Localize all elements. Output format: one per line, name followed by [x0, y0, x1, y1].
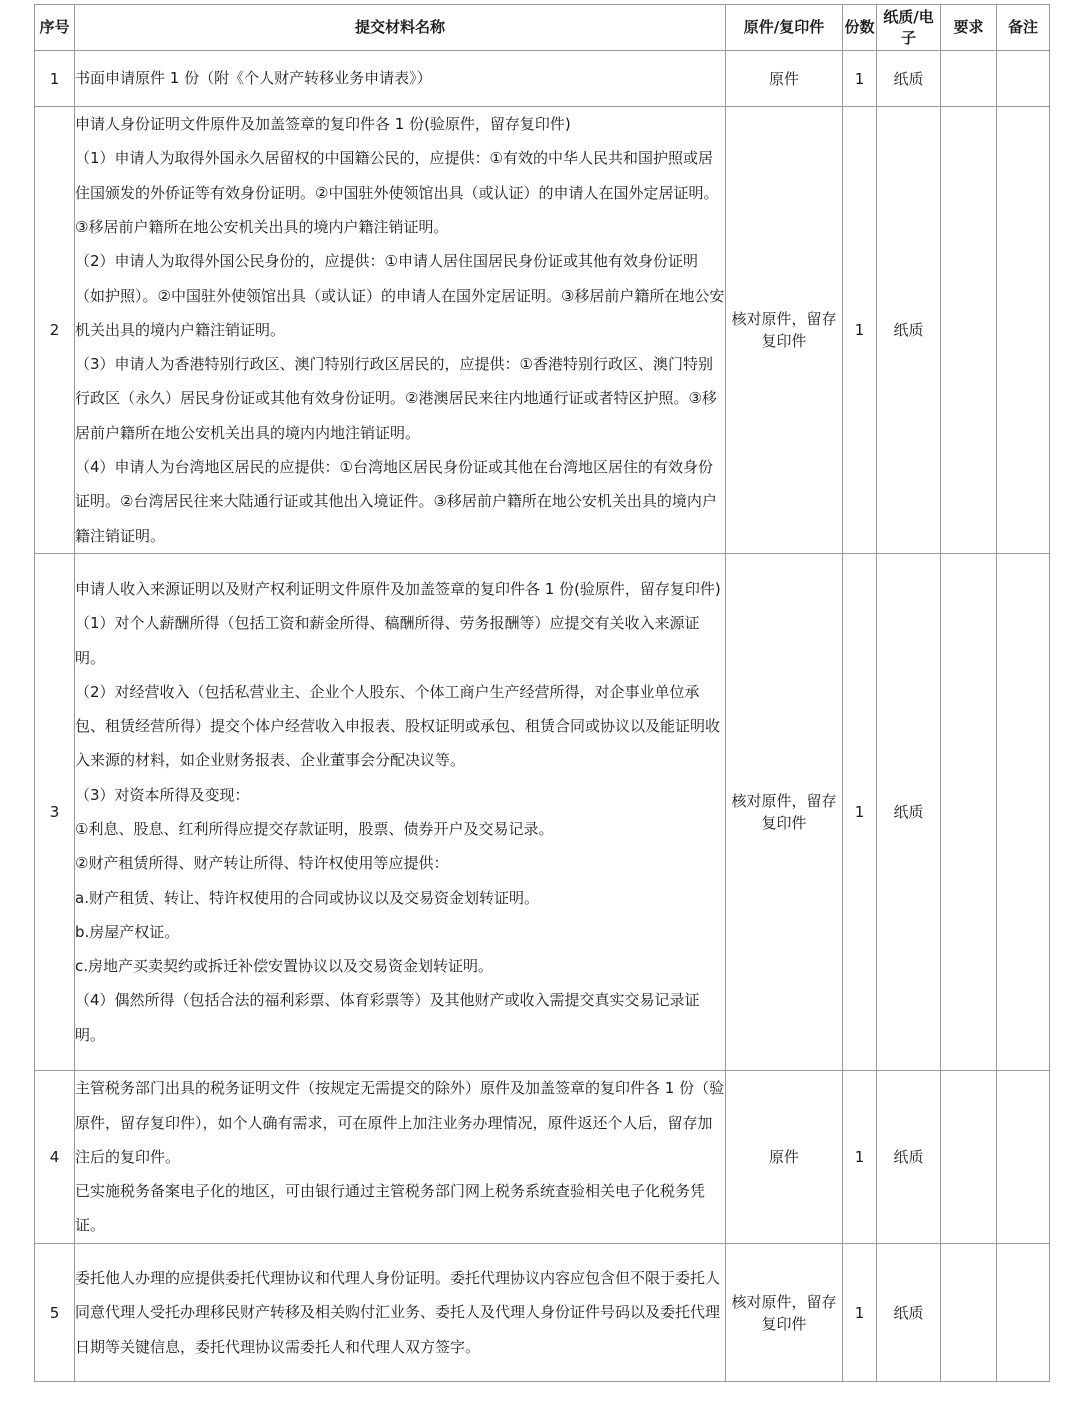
row-description — [75, 1071, 726, 1244]
description-line: a.财产租赁、转让、特许权使用的合同或协议以及交易资金划转证明。 — [75, 888, 539, 907]
description-line: （2）申请人为取得外国公民身份的，应提供：①申请人居住国居民身份证或其他有效身份证明（如护照）。②中国驻外使领馆出具（或认证）的申请人在国外定居证明。③移居前户籍所在地公安机关出具的境内户籍注销证明。 — [75, 252, 725, 339]
row-remark — [997, 554, 1050, 1071]
description-line: 书面申请原件 1 份（附《个人财产转移业务申请表》） — [75, 69, 432, 88]
description-line: （1）对个人薪酬所得（包括工资和薪金所得、稿酬所得、劳务报酬等）应提交有关收入来源证明。 — [75, 614, 700, 667]
table-row — [35, 1071, 1050, 1244]
description-line: 已实施税务备案电子化的地区，可由银行通过主管税务部门网上税务系统查验相关电子化税务凭证。 — [75, 1182, 706, 1235]
description-line: 委托他人办理的应提供委托代理协议和代理人身份证明。委托代理协议内容应包含但不限于委托人同意代理人受托办理移民财产转移及相关购付汇业务、委托人及代理人身份证件号码以及委托代理日期等关键信息，委托代理协议需委托人和代理人双方签字。 — [75, 1269, 721, 1356]
row-description — [75, 1244, 726, 1382]
row-copies: 1 — [843, 51, 877, 107]
row-no: 1 — [35, 51, 75, 107]
header-requirement: 要求 — [941, 5, 997, 51]
description-line: ②财产租赁所得、财产转让所得、特许权使用等应提供： — [75, 854, 449, 873]
row-requirement — [941, 107, 997, 554]
table-row — [35, 51, 1050, 107]
row-copies: 1 — [843, 554, 877, 1071]
row-no: 5 — [35, 1244, 75, 1382]
description-line: （1）申请人为取得外国永久居留权的中国籍公民的，应提供：①有效的中华人民共和国护照或居住国颁发的外侨证等有效身份证明。②中国驻外使领馆出具（或认证）的申请人在国外定居证明。③移居前户籍所在地公安机关出具的境内户籍注销证明。 — [75, 149, 719, 236]
row-type: 原件 — [726, 1071, 843, 1244]
row-type: 核对原件，留存复印件 — [726, 554, 843, 1071]
table-row — [35, 1244, 1050, 1382]
header-type: 原件/复印件 — [726, 5, 843, 51]
description-line: （3）对资本所得及变现： — [75, 785, 250, 804]
table-header — [35, 5, 1050, 51]
header-medium: 纸质/电子 — [877, 5, 941, 51]
description-line: （2）对经营收入（包括私营业主、企业个人股东、个体工商户生产经营所得，对企事业单位承包、租赁经营所得）提交个体户经营收入申报表、股权证明或承包、租赁合同或协议以及能证明收入来源的材料，如企业财务报表、企业董事会分配决议等。 — [75, 682, 721, 770]
description-line: （4）申请人为台湾地区居民的应提供：①台湾地区居民身份证或其他在台湾地区居住的有效身份证明。②台湾居民往来大陆通行证或其他出入境证件。③移居前户籍所在地公安机关出具的境内户籍注销证明。 — [75, 458, 717, 545]
row-medium: 纸质 — [877, 1244, 941, 1382]
row-requirement — [941, 1244, 997, 1382]
row-requirement — [941, 51, 997, 107]
row-copies: 1 — [843, 1244, 877, 1382]
row-no: 4 — [35, 1071, 75, 1244]
header-name: 提交材料名称 — [75, 5, 726, 51]
table-row — [35, 554, 1050, 1071]
description-line: 申请人收入来源证明以及财产权利证明文件原件及加盖签章的复印件各 1 份(验原件，留存复印件) — [75, 579, 721, 598]
materials-table — [34, 4, 1050, 1382]
row-remark — [997, 51, 1050, 107]
row-copies: 1 — [843, 107, 877, 554]
row-medium: 纸质 — [877, 107, 941, 554]
description-line: ①利息、股息、红利所得应提交存款证明，股票、债券开户及交易记录。 — [75, 820, 554, 838]
row-description — [75, 51, 726, 107]
row-type: 原件 — [726, 51, 843, 107]
table-row — [35, 107, 1050, 554]
row-type: 核对原件，留存复印件 — [726, 107, 843, 554]
row-no: 2 — [35, 107, 75, 554]
row-type: 核对原件，留存复印件 — [726, 1244, 843, 1382]
row-remark — [997, 107, 1050, 554]
row-medium: 纸质 — [877, 1071, 941, 1244]
row-description — [75, 554, 726, 1071]
row-remark — [997, 1071, 1050, 1244]
row-no: 3 — [35, 554, 75, 1071]
header-copies: 份数 — [843, 5, 877, 51]
row-medium: 纸质 — [877, 51, 941, 107]
row-medium: 纸质 — [877, 554, 941, 1071]
row-description — [75, 107, 726, 554]
header-remark: 备注 — [997, 5, 1050, 51]
description-line: 申请人身份证明文件原件及加盖签章的复印件各 1 份(验原件，留存复印件) — [75, 115, 571, 134]
description-line: b.房屋产权证。 — [75, 922, 180, 941]
description-line: （4）偶然所得（包括合法的福利彩票、体育彩票等）及其他财产或收入需提交真实交易记录证明。 — [75, 991, 700, 1044]
row-remark — [997, 1244, 1050, 1382]
description-line: 主管税务部门出具的税务证明文件（按规定无需提交的除外）原件及加盖签章的复印件各 1 份（验原件，留存复印件），如个人确有需求，可在原件上加注业务办理情况，原件返还个人后，留存加注后的复印件。 — [75, 1079, 725, 1166]
header-no: 序号 — [35, 5, 75, 51]
row-requirement — [941, 1071, 997, 1244]
row-copies: 1 — [843, 1071, 877, 1244]
row-requirement — [941, 554, 997, 1071]
description-line: c.房地产买卖契约或拆迁补偿安置协议以及交易资金划转证明。 — [75, 957, 494, 976]
description-line: （3）申请人为香港特别行政区、澳门特别行政区居民的，应提供：①香港特别行政区、澳门特别行政区（永久）居民身份证或其他有效身份证明。②港澳居民来往内地通行证或者特区护照。③移居前户籍所在地公安机关出具的境内内地注销证明。 — [75, 355, 717, 442]
